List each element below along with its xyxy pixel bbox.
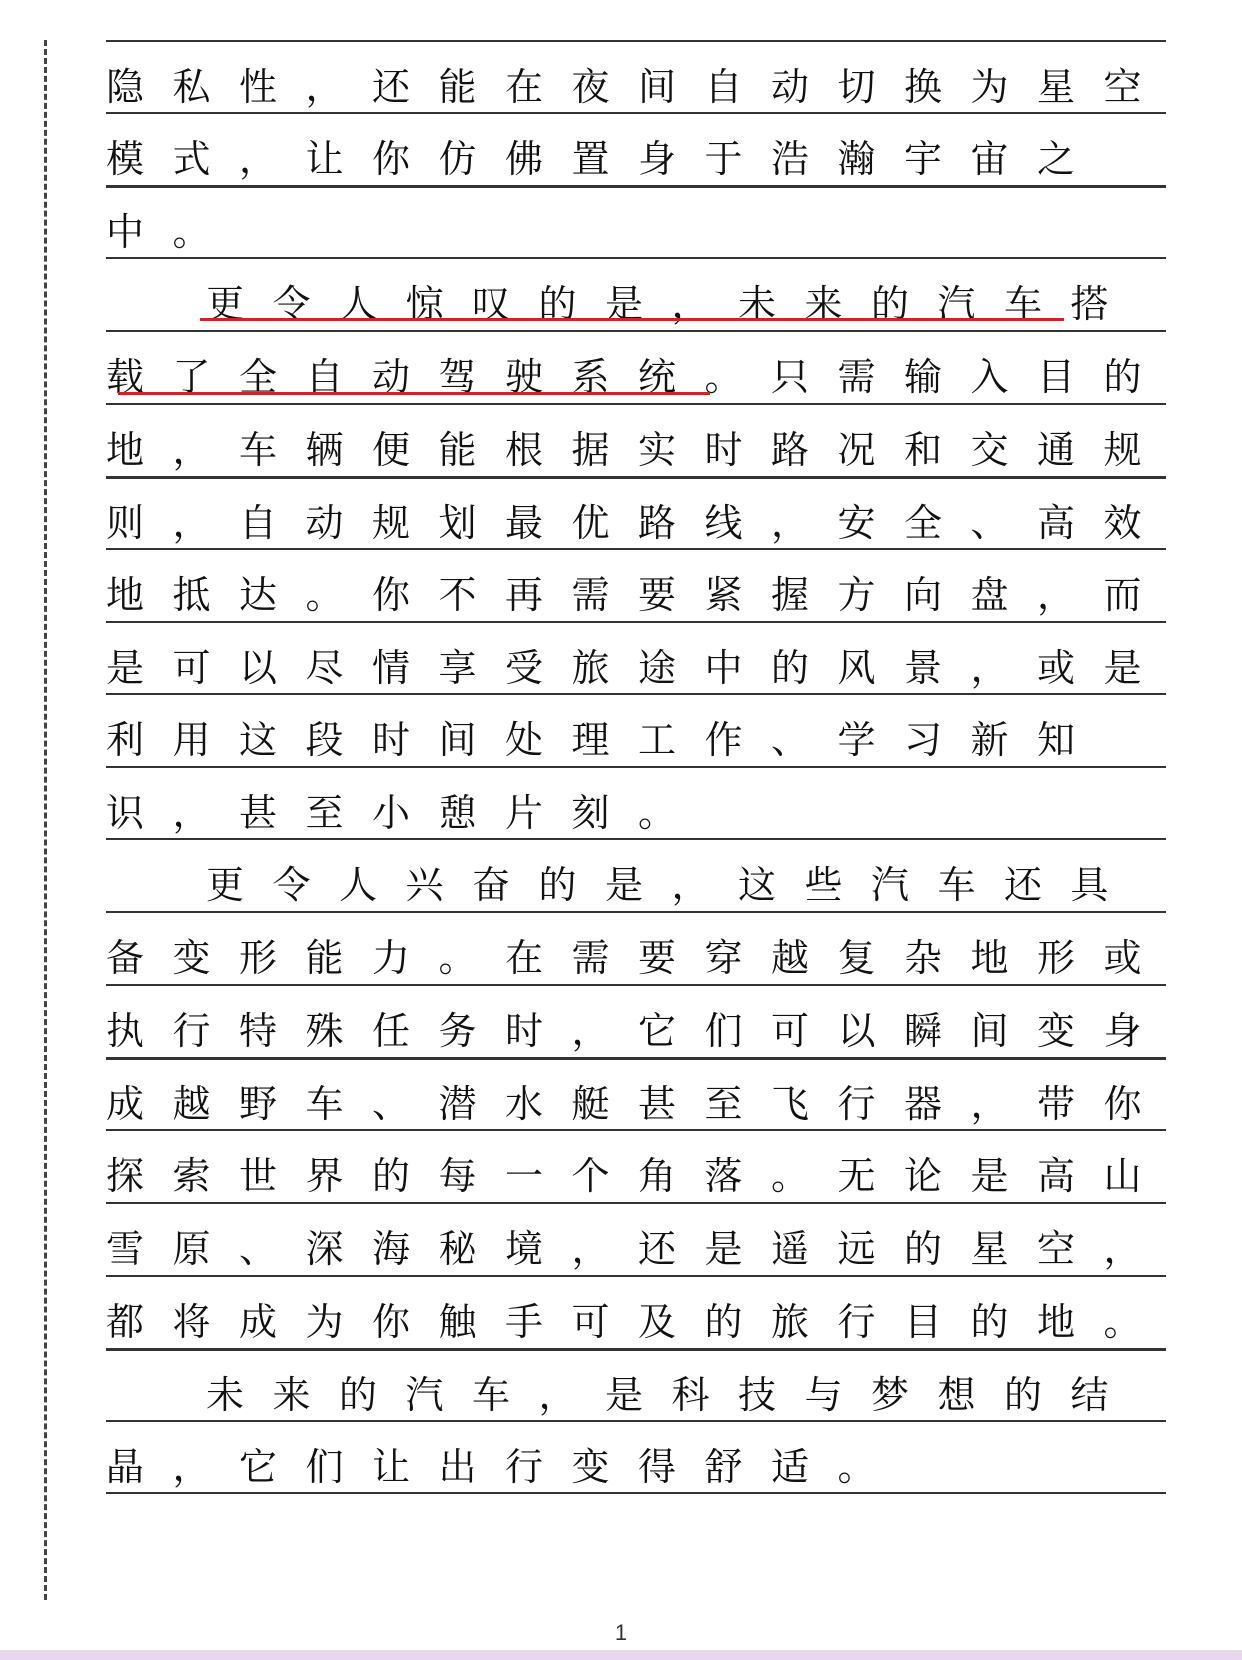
line-text: 都将成为你触手可及的旅行目的地。: [106, 1299, 1171, 1344]
text-line: [106, 1210, 1171, 1280]
text-line: [106, 774, 1166, 844]
line-text: 成越野车、潜水艇甚至飞行器，带你: [106, 1081, 1171, 1126]
text-line: [106, 48, 1171, 118]
text-line: [106, 338, 1171, 408]
text-line: [106, 1428, 1166, 1498]
line-text: 未来的汽车，是科技与梦想的结: [206, 1372, 1138, 1417]
text-line: [106, 1283, 1171, 1353]
line-text: 地抵达。你不再需要紧握方向盘，而: [106, 572, 1171, 617]
line-text: 更令人兴奋的是，这些汽车还具: [206, 862, 1138, 907]
line-text: 更令人惊叹的是，未来的汽车搭: [206, 281, 1138, 326]
line-text: 是可以尽情享受旅途中的风景，或是: [106, 645, 1171, 690]
text-line: [106, 556, 1171, 626]
line-text: 探索世界的每一个角落。无论是高山: [106, 1153, 1171, 1198]
line-text: 雪原、深海秘境，还是遥远的星空，: [106, 1226, 1171, 1271]
highlight-underline: [200, 318, 1064, 321]
line-text: 晶，它们让出行变得舒适。: [106, 1444, 905, 1489]
line-text: 载了全自动驾驶系统。只需输入目的: [106, 354, 1171, 399]
highlight-underline: [118, 392, 710, 395]
line-text: 地，车辆便能根据实时路况和交通规: [106, 427, 1171, 472]
text-line: [106, 265, 1166, 335]
bottom-band: [0, 1650, 1242, 1660]
line-text: 识，甚至小憩片刻。: [106, 790, 705, 835]
line-text: 利用这段时间处理工作、学习新知: [106, 717, 1104, 762]
line-text: 模式，让你仿佛置身于浩瀚宇宙之: [106, 136, 1104, 181]
line-text: 备变形能力。在需要穿越复杂地形或: [106, 935, 1171, 980]
text-line: [106, 1356, 1166, 1426]
page-number: 1: [614, 1620, 628, 1645]
ruled-line: [106, 40, 1166, 42]
text-line: [106, 1137, 1171, 1207]
text-line: [106, 484, 1171, 554]
line-text: 执行特殊任务时，它们可以瞬间变身: [106, 1008, 1171, 1053]
text-line: [106, 701, 1166, 771]
text-line: [106, 919, 1171, 989]
line-text: 则，自动规划最优路线，安全、高效: [106, 500, 1171, 545]
text-line: [106, 1065, 1171, 1135]
line-text: 隐私性，还能在夜间自动切换为星空: [106, 64, 1171, 109]
margin-dashed-line: [44, 40, 47, 1600]
text-line: [106, 411, 1171, 481]
text-line: [106, 846, 1166, 916]
text-line: [106, 120, 1166, 190]
text-line: [106, 629, 1171, 699]
text-line: [106, 193, 1166, 263]
text-line: [106, 992, 1171, 1062]
line-text: 中。: [106, 209, 240, 254]
